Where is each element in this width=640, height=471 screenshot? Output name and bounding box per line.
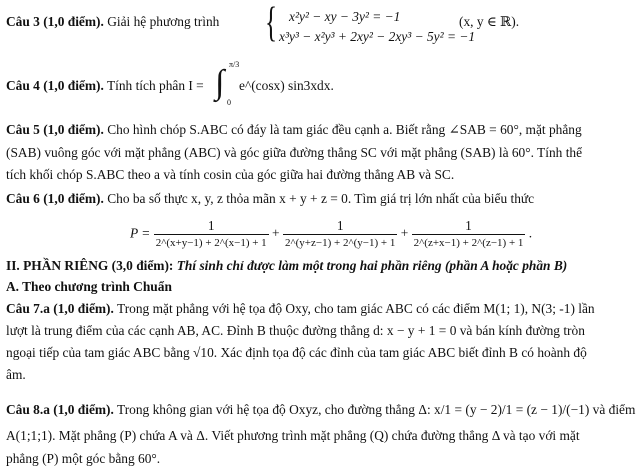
q4-integral: [203, 60, 334, 108]
integral-lower: 0: [227, 98, 231, 107]
partA-title: A. Theo chương trình Chuẩn: [6, 279, 172, 294]
q6-num1: 1: [207, 218, 215, 233]
plus1: +: [272, 225, 280, 241]
integral-integrand: e^(cosx) sin3xdx.: [239, 78, 334, 93]
q3-system: [265, 0, 476, 46]
q6-num3: 1: [465, 218, 472, 233]
integral-upper: π/3: [229, 60, 240, 69]
q6-frac2: [283, 218, 397, 251]
q6-frac3: [412, 218, 526, 251]
q4-line: [6, 78, 204, 94]
q3-domain: (x, y ∈ ℝ).: [459, 14, 520, 29]
q3-eq1: x²y² − xy − 3y² = −1: [289, 9, 401, 24]
q5-text1: Cho hình chóp S.ABC có đáy là tam giác đều cạnh a. Biết rằng ∠SAB = 60°, mặt phẳng: [107, 122, 582, 137]
q6-den2: 2^(y+z−1) + 2^(y−1) + 1: [283, 234, 397, 251]
q6-den3: 2^(z+x−1) + 2^(z−1) + 1: [412, 234, 526, 251]
q6-den1: 2^(x+y−1) + 2^(x−1) + 1: [154, 234, 269, 251]
q5-label: Câu 5 (1,0 điểm).: [6, 122, 104, 137]
q7-text1: Trong mặt phẳng với hệ tọa độ Oxy, cho tam giác ABC có các điểm M(1; 1), N(3; -1) lần: [116, 301, 595, 316]
q3-line: [6, 14, 219, 30]
integral-sign: ∫: [215, 64, 225, 101]
q8-line1: [6, 402, 635, 418]
q8-line2: A(1;1;1). Mặt phẳng (P) chứa A và Δ. Viết phương trình mặt phẳng (Q) chứa đường thẳng Δ và tạo với mặt: [6, 428, 580, 443]
q6-expression: [130, 218, 532, 251]
q8-line3: phẳng (P) một góc bằng 60°.: [6, 451, 161, 466]
q4-label: Câu 4 (1,0 điểm).: [6, 78, 104, 93]
part2-title: II. PHẦN RIÊNG (3,0 điểm):: [6, 258, 174, 273]
part2-note: Thí sinh chỉ được làm một trong hai phần riêng (phần A hoặc phần B): [176, 258, 568, 273]
q8-label: Câu 8.a (1,0 điểm).: [6, 402, 114, 417]
q3-eq2: x³y³ − x²y³ + 2xy² − 2xy³ − 5y² = −1: [279, 29, 476, 44]
part2-line: [6, 258, 567, 274]
plus2: +: [400, 225, 409, 241]
q6-text: Cho ba số thực x, y, z thỏa mãn x + y + z = 0. Tìm giá trị lớn nhất của biểu thức: [107, 191, 535, 206]
q7-line4: âm.: [6, 367, 26, 382]
q3-label: Câu 3 (1,0 điểm).: [6, 14, 104, 29]
q8-text1: Trong không gian với hệ tọa độ Oxyz, cho đường thẳng Δ: x/1 = (y − 2)/1 = (z − 1)/(−1) và điểm: [116, 402, 636, 417]
q5-line1: [6, 122, 582, 138]
q7-line2: lượt là trung điểm của các cạnh AB, AC. Đỉnh B thuộc đường thẳng d: x − y + 1 = 0 và bán kính đường tròn: [6, 323, 585, 338]
q6-num2: 1: [336, 218, 344, 233]
q5-line3: tích khối chóp S.ABC theo a và tính cosin của góc giữa hai đường thẳng AB và SC.: [6, 167, 455, 182]
q4-text: Tính tích phân I =: [106, 78, 204, 93]
q5-line2: (SAB) vuông góc với mặt phẳng (ABC) và góc giữa đường thẳng SC với mặt phẳng (SAB) là 60°. Tính thể: [6, 145, 583, 160]
q6-frac1: [154, 218, 269, 251]
q7-label: Câu 7.a (1,0 điểm).: [6, 301, 114, 316]
q3-text: Giải hệ phương trình: [107, 14, 220, 29]
system-brace: {: [265, 0, 278, 46]
q6-label: Câu 6 (1,0 điểm).: [6, 191, 104, 206]
q7-line1: [6, 301, 595, 317]
q7-line3: ngoại tiếp của tam giác ABC bằng √10. Xác định tọa độ các đỉnh của tam giác ABC biết đỉnh B có hoành độ: [6, 345, 587, 360]
q6-end: .: [528, 225, 533, 241]
q6-p: P =: [130, 225, 151, 241]
q6-line: [6, 191, 534, 207]
